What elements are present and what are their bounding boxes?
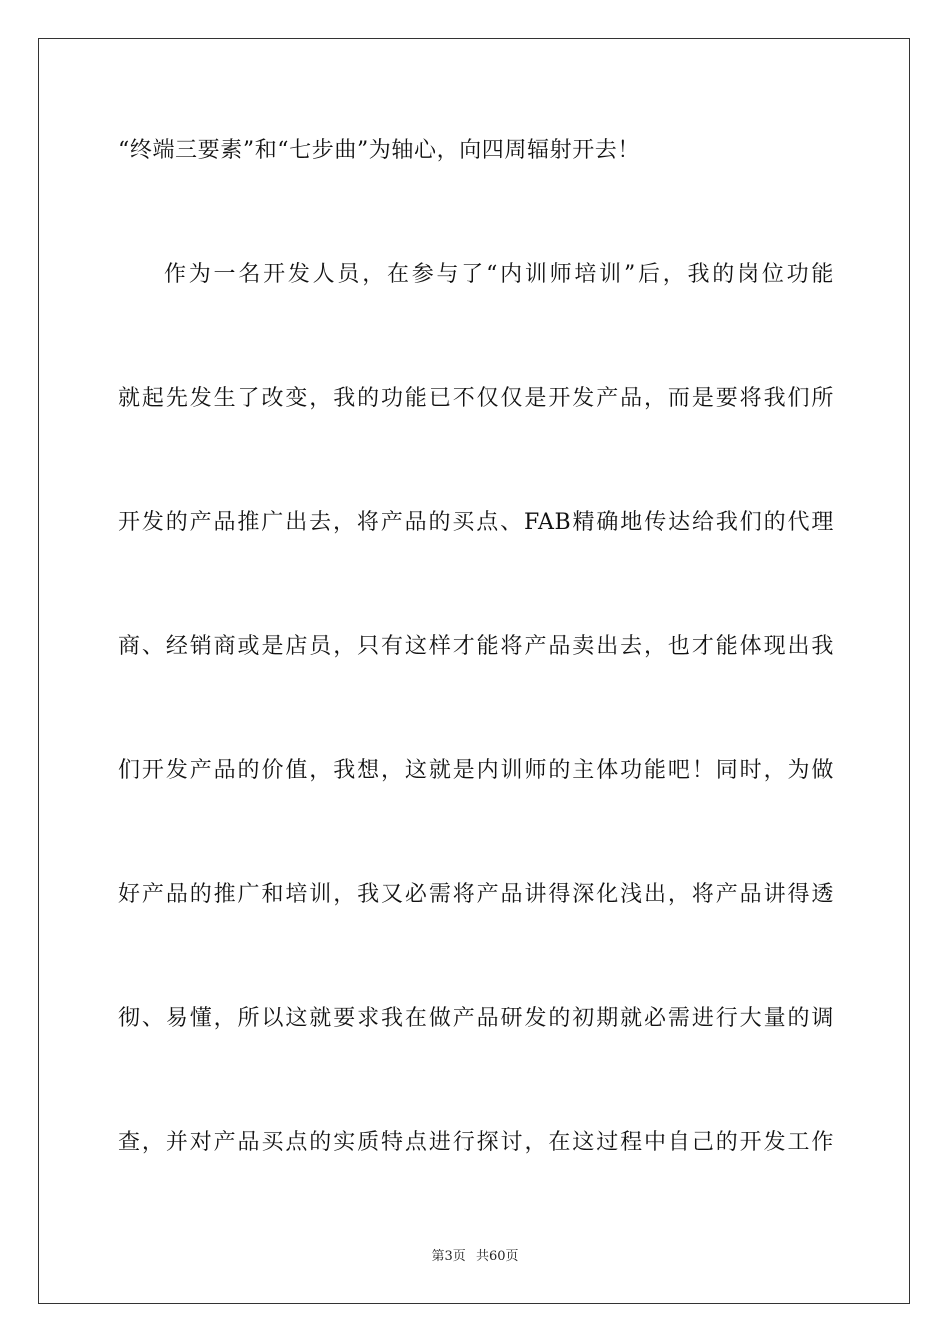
page-border bbox=[38, 38, 910, 1304]
paragraph-line: 开发的产品推广出去，将产品的买点、FAB精确地传达给我们的代理 bbox=[118, 510, 834, 535]
paragraph-line: 作为一名开发人员，在参与了“内训师培训”后，我的岗位功能 bbox=[164, 262, 834, 287]
paragraph-line: 彻、易懂，所以这就要求我在做产品研发的初期就必需进行大量的调 bbox=[118, 1006, 834, 1031]
page-footer bbox=[0, 1248, 950, 1266]
paragraph-line: 们开发产品的价值，我想，这就是内训师的主体功能吧！同时，为做 bbox=[118, 758, 834, 783]
paragraph-line: 商、经销商或是店员，只有这样才能将产品卖出去，也才能体现出我 bbox=[118, 634, 834, 659]
paragraph-line: 查，并对产品买点的实质特点进行探讨，在这过程中自己的开发工作 bbox=[118, 1130, 834, 1155]
paragraph-line: 就起先发生了改变，我的功能已不仅仅是开发产品，而是要将我们所 bbox=[118, 386, 834, 411]
paragraph-line: “终端三要素”和“七步曲”为轴心，向四周辐射开去！ bbox=[118, 138, 640, 163]
paragraph-line: 好产品的推广和培训，我又必需将产品讲得深化浅出，将产品讲得透 bbox=[118, 882, 834, 907]
page-total: 共60页 bbox=[475, 1249, 519, 1264]
page-number: 第3页 bbox=[431, 1249, 466, 1264]
